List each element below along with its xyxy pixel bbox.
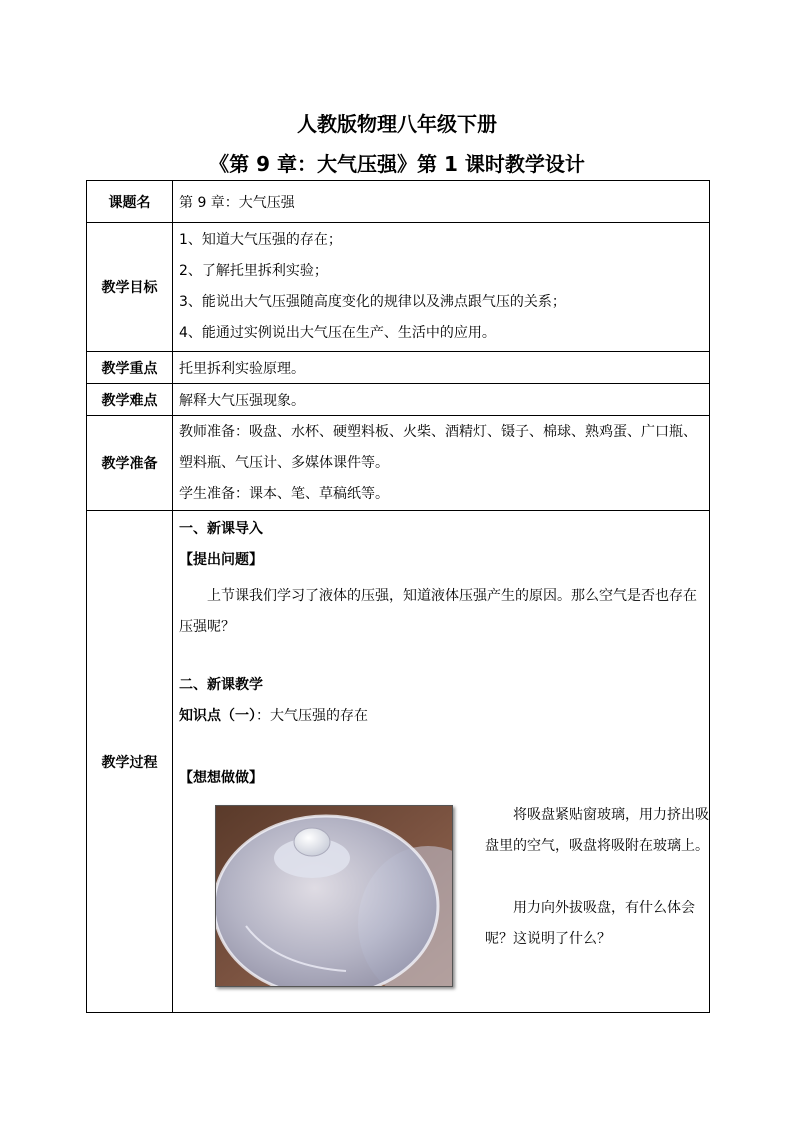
knowledge-point-title: ：大气压强的存在 (256, 708, 368, 724)
course-name-value: 第 9 章：大气压强 (173, 181, 710, 223)
document-title: 人教版物理八年级下册 (297, 112, 497, 136)
key-point-value: 托里拆利实验原理。 (173, 352, 710, 384)
document-subtitle: 《第 9 章：大气压强》第 1 课时教学设计 (209, 152, 585, 176)
lesson-plan-table (86, 180, 710, 1013)
student-preparation: 学生准备：课本、笔、草稿纸等。 (179, 485, 389, 502)
difficulty-value: 解释大气压强现象。 (173, 384, 710, 416)
row-preparation (87, 416, 710, 511)
row-difficulty (87, 384, 710, 416)
teacher-preparation: 教师准备：吸盘、水杯、硬塑料板、火柴、酒精灯、镊子、棉球、熟鸡蛋、广口瓶、塑料瓶、气压计、多媒体课件等。 (179, 423, 697, 471)
try-it-text-2: 用力向外拔吸盘，有什么体会呢？这说明了什么？ (485, 900, 695, 947)
objective-item: 2、了解托里拆利实验； (179, 263, 328, 279)
ask-question-text: 上节课我们学习了液体的压强，知道液体压强产生的原因。那么空气是否也存在压强呢？ (179, 588, 697, 635)
preparation-content (173, 416, 710, 511)
try-it-text-1: 将吸盘紧贴窗玻璃，用力挤出吸盘里的空气，吸盘将吸附在玻璃上。 (485, 807, 709, 854)
knowledge-point-number: 知识点（一） (179, 708, 256, 724)
suction-cup-photo (215, 805, 453, 987)
objective-item: 1、知道大气压强的存在； (179, 232, 342, 248)
row-key-point (87, 352, 710, 384)
ask-question-tag: 【提出问题】 (179, 552, 263, 568)
try-it-tag: 【想想做做】 (179, 770, 263, 786)
row-objectives (87, 223, 710, 352)
difficulty-label: 教学难点 (87, 384, 173, 416)
section-teaching-title: 二、新课教学 (179, 677, 263, 693)
suction-cup-icon (216, 806, 452, 986)
knowledge-point-heading (179, 706, 368, 726)
row-course-name (87, 181, 710, 223)
section-teaching-heading (179, 675, 263, 695)
objective-item: 4、能通过实例说出大气压在生产、生活中的应用。 (179, 325, 496, 341)
objectives-label: 教学目标 (87, 223, 173, 352)
process-content (173, 511, 710, 1013)
section-intro-heading: 一、新课导入 (179, 521, 263, 537)
process-label: 教学过程 (87, 511, 173, 1013)
objective-item: 3、能说出大气压强随高度变化的规律以及沸点跟气压的关系； (179, 294, 566, 310)
preparation-label: 教学准备 (87, 416, 173, 511)
key-point-label: 教学重点 (87, 352, 173, 384)
row-process (87, 511, 710, 1013)
course-name-label: 课题名 (87, 181, 173, 223)
objectives-list (173, 223, 710, 352)
